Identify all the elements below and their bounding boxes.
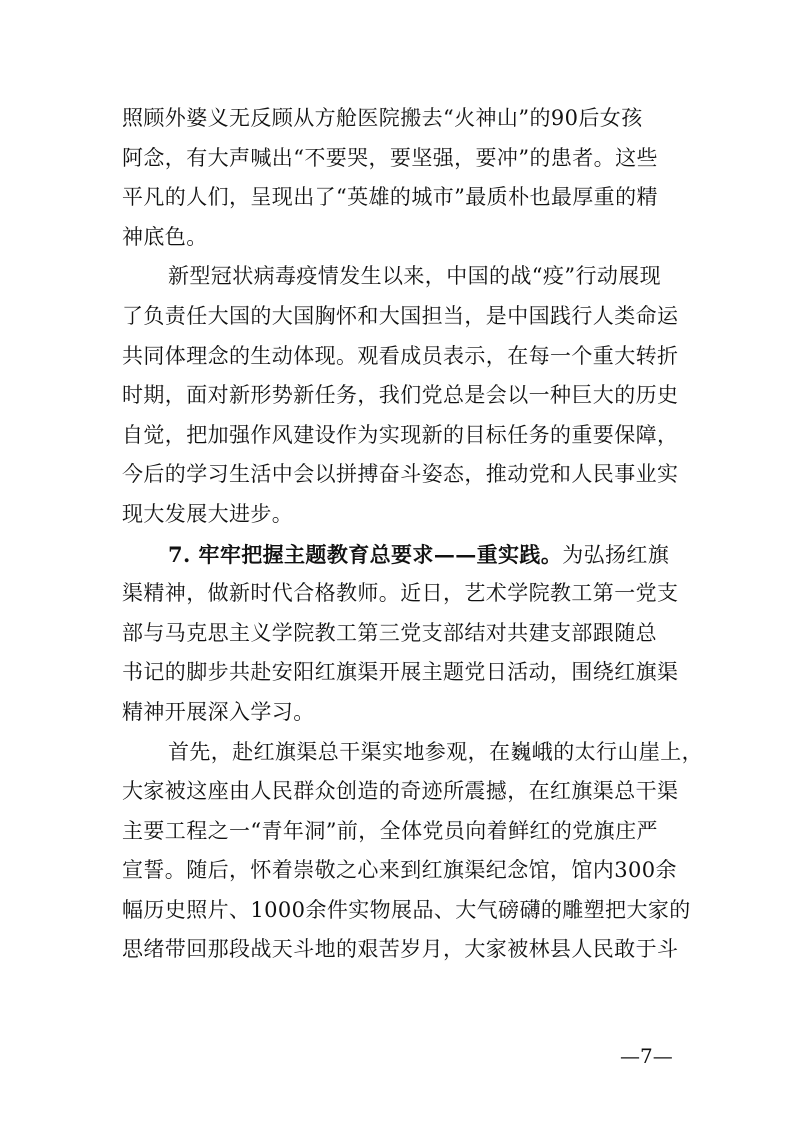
text-line: 主要工程之一“青年洞”前，全体党员向着鲜红的党旗庄严 bbox=[122, 818, 658, 843]
text-line: 今后的学习生活中会以拼搏奋斗姿态，推动党和人民事业实 bbox=[122, 462, 679, 487]
text-line: 大家被这座由人民群众创造的奇迹所震撼，在红旗渠总干渠 bbox=[122, 779, 679, 804]
text-line: 首先，赴红旗渠总干渠实地参观，在巍峨的太行山崖上， bbox=[168, 739, 703, 764]
body-text bbox=[122, 99, 703, 970]
text-line: 渠精神，做新时代合格教师。近日，艺术学院教工第一党支 bbox=[122, 581, 679, 606]
text-line: 现大发展大进步。 bbox=[122, 501, 294, 526]
text-line: 宣誓。随后，怀着崇敬之心来到红旗渠纪念馆，馆内300余 bbox=[122, 858, 677, 883]
text-line bbox=[122, 535, 674, 575]
text-line: 部与马克思主义学院教工第三党支部结对共建支部跟随总 bbox=[122, 620, 657, 645]
paragraph-2 bbox=[122, 257, 679, 534]
heading-continuation: 为弘扬红旗 bbox=[562, 542, 670, 567]
text-line: 时期，面对新形势新任务，我们党总是会以一种巨大的历史 bbox=[122, 383, 679, 408]
text-line: 自觉，把加强作风建设作为实现新的目标任务的重要保障， bbox=[122, 422, 679, 447]
text-line: 新型冠状病毒疫情发生以来，中国的战“疫”行动展现 bbox=[168, 264, 662, 289]
text-line: 共同体理念的生动体现。观看成员表示，在每一个重大转折 bbox=[122, 343, 679, 368]
paragraph-1 bbox=[122, 99, 674, 257]
paragraph-3 bbox=[122, 535, 679, 733]
page-number: —7— bbox=[620, 1044, 673, 1068]
text-line: 照顾外婆义无反顾从方舱医院搬去“火神山”的90后女孩 bbox=[122, 106, 643, 130]
text-line: 幅历史照片、1000余件实物展品、大气磅礴的雕塑把大家的 bbox=[122, 897, 691, 922]
text-line: 书记的脚步共赴安阳红旗渠开展主题党日活动，围绕红旗渠 bbox=[122, 660, 679, 685]
text-line: 了负责任大国的大国胸怀和大国担当，是中国践行人类命运 bbox=[122, 303, 679, 328]
text-line: 阿念，有大声喊出“不要哭，要坚强，要冲”的患者。这些 bbox=[122, 145, 658, 170]
paragraph-4 bbox=[122, 733, 703, 971]
text-line: 神底色。 bbox=[122, 224, 208, 249]
text-line: 思绪带回那段战天斗地的艰苦岁月，大家被林县人民敢于斗 bbox=[122, 937, 679, 962]
section-heading: 7. 牢牢把握主题教育总要求——重实践。 bbox=[168, 541, 563, 567]
text-line: 平凡的人们，呈现出了“英雄的城市”最质朴也最厚重的精 bbox=[122, 185, 658, 210]
text-line: 精神开展深入学习。 bbox=[122, 699, 315, 724]
